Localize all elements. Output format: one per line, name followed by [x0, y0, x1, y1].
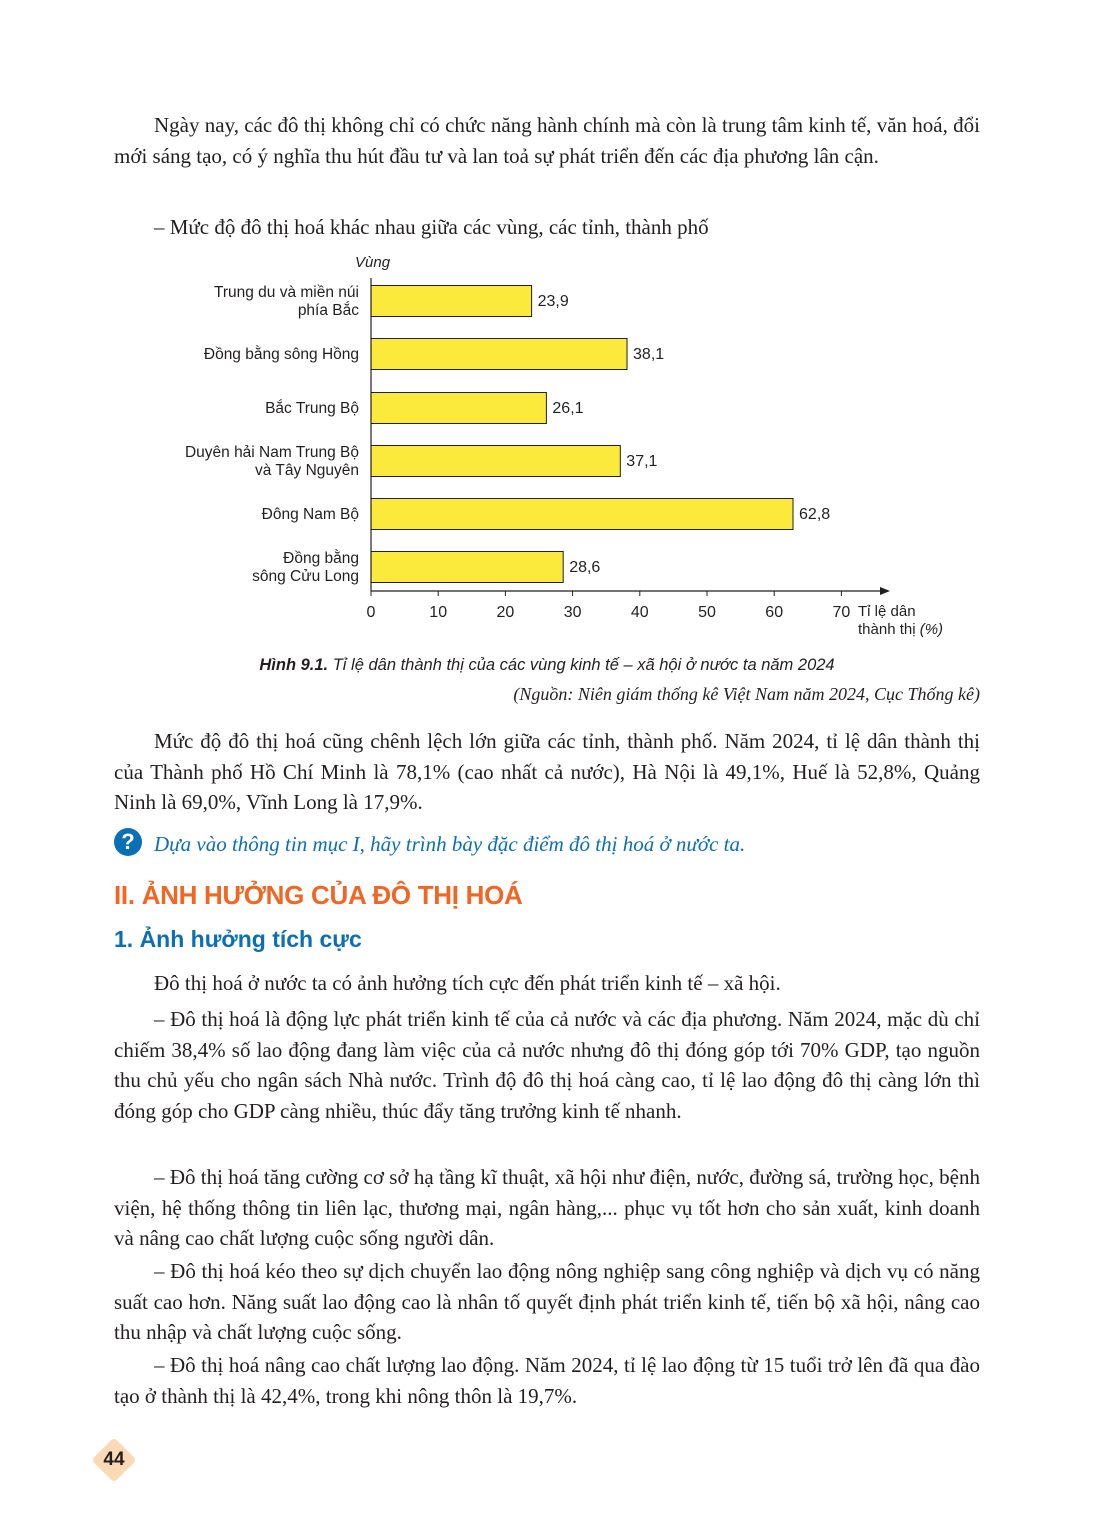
bar-1: [371, 339, 627, 370]
x-tick-label-40: 40: [630, 604, 649, 621]
bar-0: [371, 286, 532, 317]
positive-intro: Đô thị hoá ở nước ta có ảnh hưởng tích cực đến phát triển kinh tế – xã hội.: [154, 971, 781, 995]
category-labels-group: [185, 284, 359, 585]
category-label-0-1: phía Bắc: [297, 302, 359, 319]
x-axis-arrow: [880, 587, 890, 595]
x-tick-label-70: 70: [832, 604, 851, 621]
value-label-3: 37,1: [626, 453, 658, 470]
urban-ratio-chart: [150, 248, 970, 648]
x-axis-title-line2: thành thị (%): [858, 621, 944, 638]
bar-4: [371, 499, 793, 530]
provinces-paragraph: Mức độ đô thị hoá cũng chênh lệch lớn giữa các tỉnh, thành phố. Năm 2024, tỉ lệ dân thành thị của Thành phố Hồ Chí Minh là 78,1% (cao nhất cả nước), Hà Nội là 49,1%, Huế là 52,8%, Quảng Ninh là 69,0%, Vĩnh Long là 17,9%.: [114, 729, 980, 814]
bar-2: [371, 393, 546, 424]
intro-paragraph: Ngày nay, các đô thị không chỉ có chức năng hành chính mà còn là trung tâm kinh tế, văn hoá, đổi mới sáng tạo, có ý nghĩa thu hút đầu tư và lan toả sự phát triển đến các địa phương lân cận.: [114, 113, 980, 168]
category-label-2-0: Bắc Trung Bộ: [265, 400, 359, 417]
category-label-4-0: Đông Nam Bộ: [261, 506, 359, 523]
x-axis-unit: (%): [919, 621, 944, 638]
page-number-badge: [92, 1438, 136, 1482]
value-label-4: 62,8: [799, 506, 831, 523]
x-tick-label-50: 50: [698, 604, 716, 621]
question-box: [114, 826, 980, 862]
bar-3: [371, 446, 620, 477]
section-heading: II. ẢNH HƯỞNG CỦA ĐÔ THỊ HOÁ: [114, 880, 523, 910]
bullet-infrastructure: – Đô thị hoá tăng cường cơ sở hạ tầng kĩ thuật, xã hội như điện, nước, đường sá, trường học, bệnh viện, hệ thống thông tin liên lạc, thương mại, ngân hàng,... phục vụ tốt hơn cho sản xuất, kinh doanh và nâng cao chất lượng cuộc sống người dân.: [114, 1165, 980, 1250]
x-tick-label-10: 10: [429, 604, 448, 621]
figure-caption: [114, 656, 980, 675]
y-axis-title: Vùng: [355, 254, 391, 271]
figure-source: (Nguồn: Niên giám thống kê Việt Nam năm 2024, Cục Thống kê): [513, 684, 980, 704]
chart-svg: [150, 248, 970, 648]
x-tick-label-20: 20: [496, 604, 515, 621]
category-label-0-0: Trung du và miền núi: [213, 284, 359, 301]
x-tick-label-30: 30: [563, 604, 582, 621]
question-text: Dựa vào thông tin mục I, hãy trình bày đặc điểm đô thị hoá ở nước ta.: [154, 832, 746, 856]
bullet-labor-quality: – Đô thị hoá nâng cao chất lượng lao động. Năm 2024, tỉ lệ lao động từ 15 tuổi trở lên đã qua đào tạo ở thành thị là 42,4%, trong khi nông thôn là 19,7%.: [114, 1353, 980, 1408]
category-label-3-0: Duyên hải Nam Trung Bộ: [184, 444, 359, 461]
value-labels-group: [538, 293, 831, 576]
bar-5: [371, 552, 563, 583]
value-label-1: 38,1: [633, 346, 665, 363]
bullet-labor-shift: – Đô thị hoá kéo theo sự dịch chuyển lao động nông nghiệp sang công nghiệp và dịch vụ có năng suất cao hơn. Năng suất lao động cao là nhân tố quyết định phát triển kinh tế, tiến bộ xã hội, nâng cao thu nhập và chất lượng cuộc sống.: [114, 1259, 980, 1344]
sub-heading: 1. Ảnh hưởng tích cực: [114, 926, 362, 952]
category-label-1-0: Đồng bằng sông Hồng: [203, 346, 359, 363]
value-label-2: 26,1: [552, 400, 584, 417]
bullet-regional: – Mức độ đô thị hoá khác nhau giữa các vùng, các tỉnh, thành phố: [154, 215, 709, 239]
category-label-5-0: Đồng bằng: [283, 550, 359, 567]
x-tick-label-0: 0: [366, 604, 376, 621]
category-label-5-1: sông Cửu Long: [252, 568, 359, 585]
figure-number: Hình 9.1.: [259, 656, 329, 674]
bullet-economic-driver: – Đô thị hoá là động lực phát triển kinh tế của cả nước và các địa phương. Năm 2024, mặc dù chỉ chiếm 38,4% số lao động đang làm việc của cả nước nhưng đô thị đóng góp tới 70% GDP, tạo nguồn thu chủ yếu cho ngân sách Nhà nước. Trình độ đô thị hoá càng cao, tỉ lệ lao động đô thị càng lớn thì đóng góp cho GDP càng nhiều, thúc đẩy tăng trưởng kinh tế nhanh.: [114, 1007, 980, 1123]
x-axis-title-line1: Tỉ lệ dân: [858, 603, 916, 620]
bars-group: [371, 286, 793, 583]
page-number: 44: [103, 1449, 125, 1470]
question-mark-icon: ?: [114, 828, 142, 856]
value-label-5: 28,6: [569, 559, 601, 576]
figure-caption-text: Tỉ lệ dân thành thị của các vùng kinh tế – xã hội ở nước ta năm 2024: [328, 656, 835, 674]
x-tick-label-60: 60: [765, 604, 784, 621]
category-label-3-1: và Tây Nguyên: [255, 462, 359, 479]
value-label-0: 23,9: [537, 293, 569, 310]
